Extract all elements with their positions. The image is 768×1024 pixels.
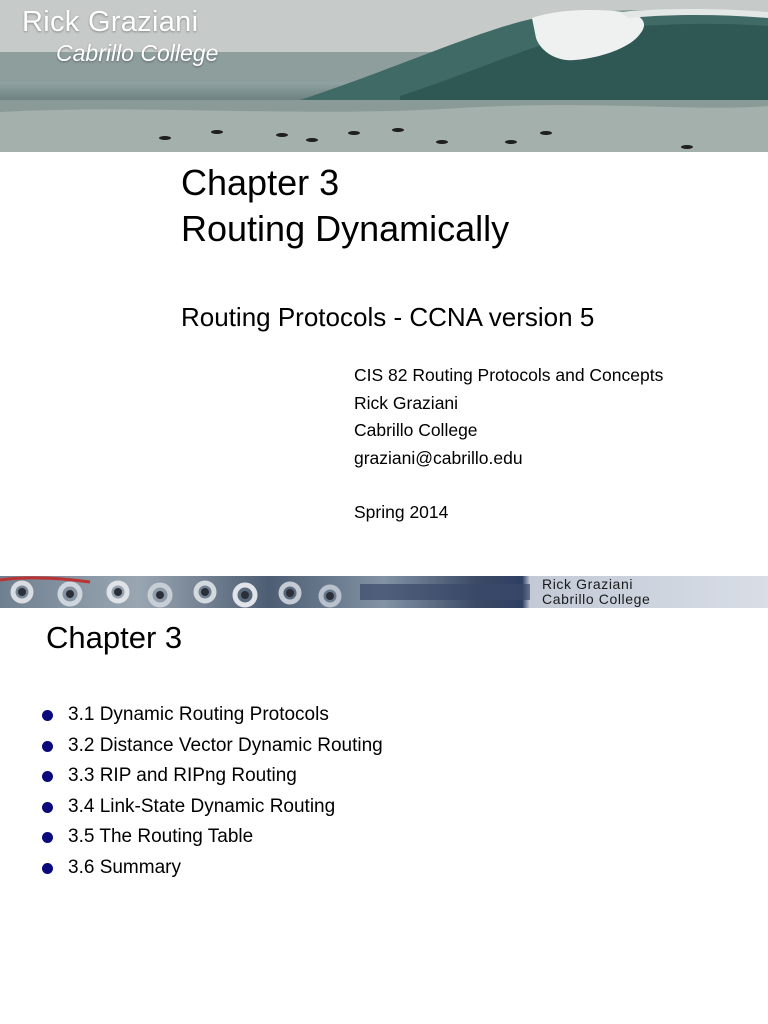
outline-item <box>42 792 383 823</box>
banner-college-name: Cabrillo College <box>56 40 219 66</box>
network-cables-illustration <box>0 576 530 608</box>
bullet-icon <box>42 832 53 843</box>
bullet-icon <box>42 863 53 874</box>
instructor-email: graziani@cabrillo.edu <box>354 447 523 468</box>
institution-name: Cabrillo College <box>354 420 478 440</box>
outline-item-label: 3.5 The Routing Table <box>68 826 254 848</box>
strip-college-name: Cabrillo College <box>542 591 651 607</box>
outline-item <box>42 700 383 731</box>
slide-2 <box>0 576 768 1024</box>
title-line-topic: Routing Dynamically <box>181 208 510 249</box>
term-label: Spring 2014 <box>354 502 449 522</box>
header-strip <box>0 576 768 608</box>
strip-author-name: Rick Graziani <box>542 576 634 592</box>
instructor-name: Rick Graziani <box>354 392 459 413</box>
outline-item <box>42 761 383 792</box>
banner-author-name: Rick Graziani <box>22 6 199 38</box>
outline-item <box>42 731 383 762</box>
course-name: CIS 82 Routing Protocols and Concepts <box>354 365 664 385</box>
ocean-wave-banner <box>0 0 768 152</box>
bullet-icon <box>42 710 53 721</box>
info-spacer <box>354 472 663 499</box>
outline-item-label: 3.4 Link-State Dynamic Routing <box>68 795 336 817</box>
slide-title <box>181 160 509 252</box>
outline-item-label: 3.2 Distance Vector Dynamic Routing <box>68 734 383 756</box>
slide-subtitle: Routing Protocols - CCNA version 5 <box>181 302 595 332</box>
bullet-icon <box>42 771 53 782</box>
slide-2-title: Chapter 3 <box>46 620 183 655</box>
chapter-outline <box>42 700 383 884</box>
outline-item <box>42 853 383 884</box>
outline-item-label: 3.3 RIP and RIPng Routing <box>68 765 297 787</box>
outline-item-label: 3.1 Dynamic Routing Protocols <box>68 704 329 725</box>
outline-item <box>42 822 383 853</box>
bullet-icon <box>42 802 53 813</box>
title-line-chapter: Chapter 3 <box>181 162 340 203</box>
course-info <box>354 362 663 527</box>
outline-item-label: 3.6 Summary <box>68 856 181 878</box>
bullet-icon <box>42 741 53 752</box>
